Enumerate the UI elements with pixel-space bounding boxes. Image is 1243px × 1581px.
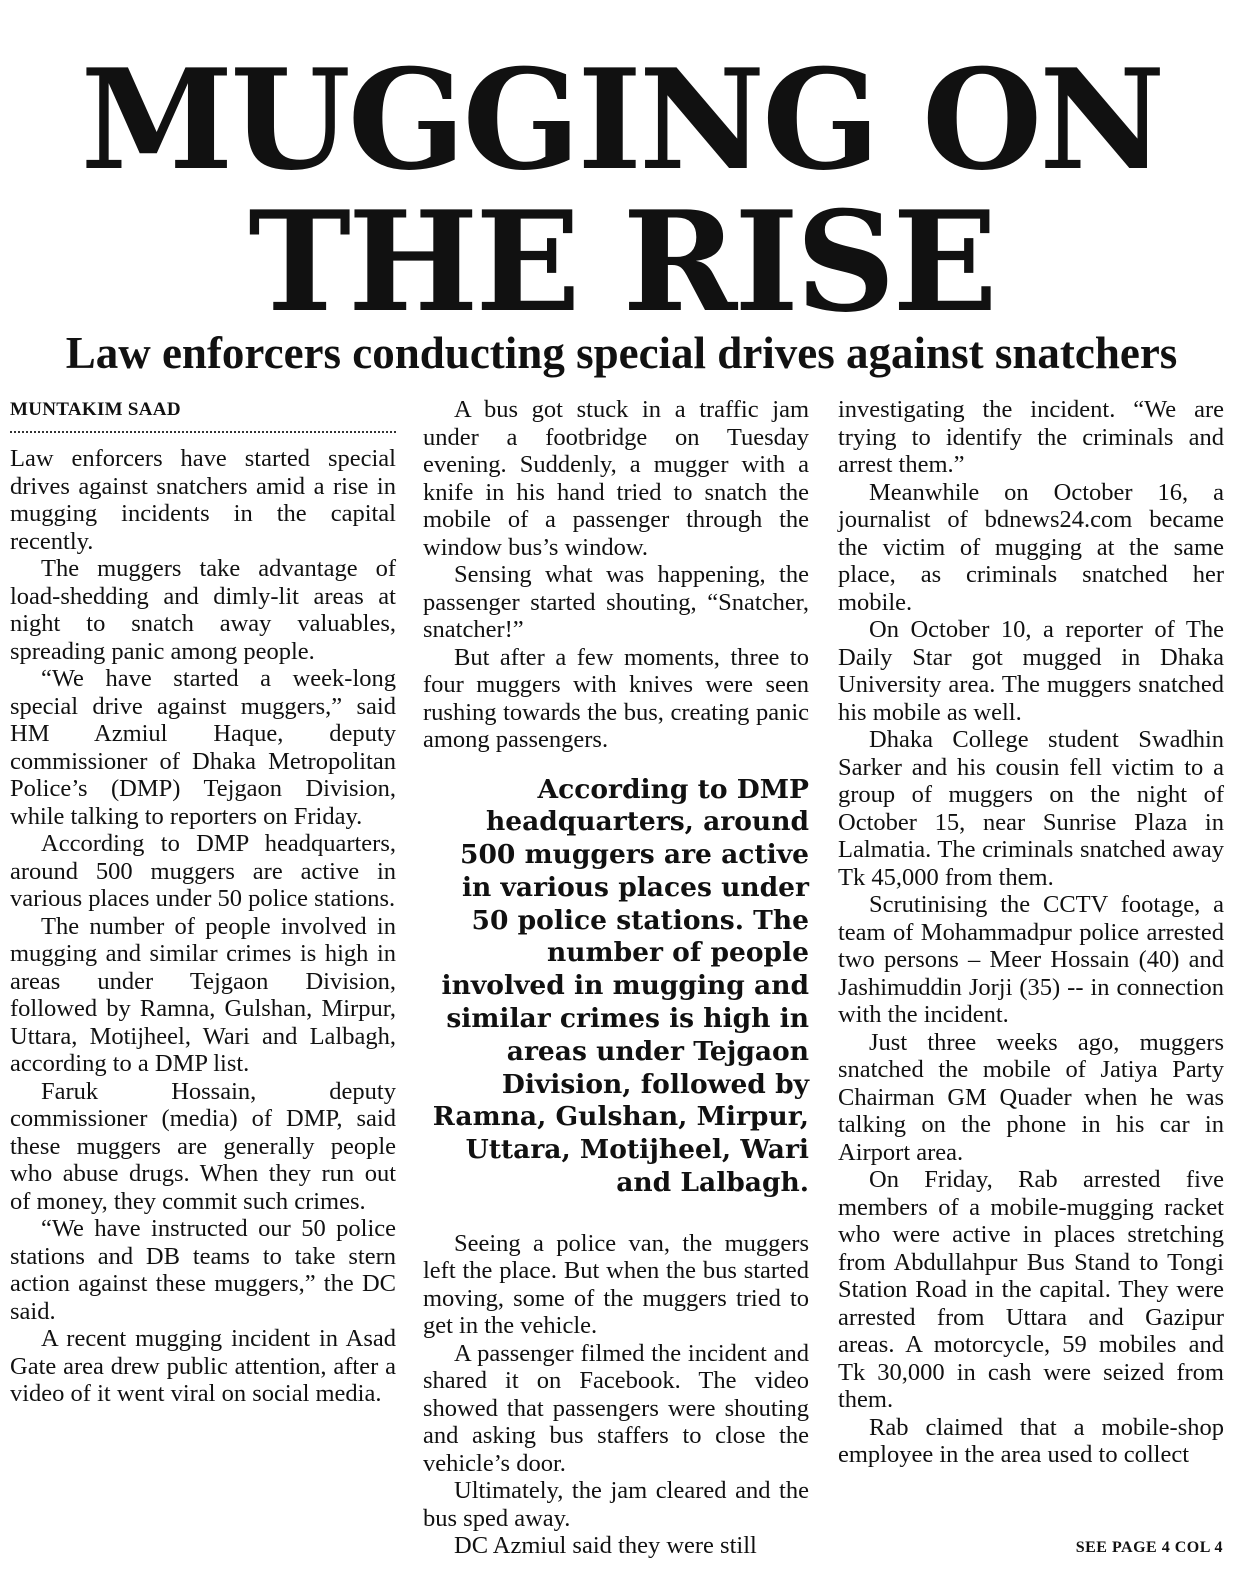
paragraph: investigating the incident. “We are trying to identify the criminals and arrest them.”: [838, 396, 1224, 478]
paragraph: Rab claimed that a mobile-shop employee in the area used to collect: [838, 1413, 1224, 1468]
paragraph: According to DMP headquarters, around 500 muggers are active in various places under 50 police stations.: [10, 830, 396, 912]
paragraph: Law enforcers have started special drives against snatchers amid a rise in mugging incidents in the capital recently.: [10, 445, 396, 555]
paragraph: On October 10, a reporter of The Daily Star got mugged in Dhaka University area. The muggers snatched his mobile as well.: [838, 616, 1224, 726]
byline-divider: [10, 431, 396, 433]
paragraph: Ultimately, the jam cleared and the bus sped away.: [423, 1477, 809, 1532]
article-column-2: [423, 396, 809, 1560]
paragraph: “We have started a week-long special drive against muggers,” said HM Azmiul Haque, deputy commissioner of Dhaka Metropolitan Police’s (DMP) Tejgaon Division, while talking to reporters on Friday.: [10, 665, 396, 830]
continuation-note: SEE PAGE 4 COL 4: [1075, 1539, 1223, 1556]
paragraph: A passenger filmed the incident and shared it on Facebook. The video showed that passengers were shouting and asking bus staffers to close the vehicle’s door.: [423, 1339, 809, 1477]
paragraph: The muggers take advantage of load-shedding and dimly-lit areas at night to snatch away valuables, spreading panic among people.: [10, 555, 396, 665]
paragraph: “We have instructed our 50 police stations and DB teams to take stern action against these muggers,” the DC said.: [10, 1215, 396, 1325]
paragraph: DC Azmiul said they were still: [454, 1532, 757, 1560]
paragraph: Scrutinising the CCTV footage, a team of Mohammadpur police arrested two persons – Meer Hossain (40) and Jashimuddin Jorji (35) -- in connection with the incident.: [838, 891, 1224, 1028]
byline: MUNTAKIM SAAD: [10, 399, 181, 420]
paragraph: Meanwhile on October 16, a journalist of bdnews24.com became the victim of mugging at the same place, as criminals snatched her mobile.: [838, 478, 1224, 616]
paragraph: A recent mugging incident in Asad Gate area drew public attention, after a video of it went viral on social media.: [10, 1325, 396, 1407]
article-column-1: [10, 396, 396, 1408]
article-column-3: [838, 396, 1224, 1469]
paragraph: The number of people involved in mugging and similar crimes is high in areas under Tejgaon Division, followed by Ramna, Gulshan, Mirpur, Uttara, Motijheel, Wari and Lalbagh, according to a DMP list.: [10, 912, 396, 1077]
paragraph: Sensing what was happening, the passenger started shouting, “Snatcher, snatcher!”: [423, 561, 809, 643]
headline-line-2: THE RISE: [248, 180, 995, 343]
paragraph: Seeing a police van, the muggers left the place. But when the bus started moving, some of the muggers tried to get in the vehicle.: [423, 1229, 809, 1340]
paragraph: On Friday, Rab arrested five members of a mobile-mugging racket who were active in places stretching from Abdullahpur Bus Stand to Tongi Station Road in the capital. They were arrested from Uttara and Gazipur areas. A motorcycle, 59 mobiles and Tk 30,000 in cash were seized from them.: [838, 1166, 1224, 1413]
paragraph: Just three weeks ago, muggers snatched the mobile of Jatiya Party Chairman GM Quader when he was talking on the phone in his car in Airport area.: [838, 1028, 1224, 1166]
pull-quote: According to DMP headquarters, around 500 muggers are active in various places under 50 police stations. The number of people involved in mugging and similar crimes is high in areas under Tejgaon Division, followed by Ramna, Gulshan, Mirpur, Uttara, Motijheel, Wari and Lalbagh.: [432, 773, 809, 1199]
paragraph: But after a few moments, three to four muggers with knives were seen rushing towards the bus, creating panic among passengers.: [423, 643, 809, 753]
subheadline: Law enforcers conducting special drives against snatchers: [65, 328, 1178, 378]
headline-line-1: MUGGING ON: [80, 38, 1163, 201]
paragraph: A bus got stuck in a traffic jam under a footbridge on Tuesday evening. Suddenly, a mugger with a knife in his hand tried to snatch the mobile of a passenger through the window bus’s window.: [423, 396, 809, 561]
paragraph: Faruk Hossain, deputy commissioner (media) of DMP, said these muggers are generally people who abuse drugs. When they run out of money, they commit such crimes.: [10, 1077, 396, 1215]
paragraph: Dhaka College student Swadhin Sarker and his cousin fell victim to a group of muggers on the night of October 15, near Sunrise Plaza in Lalmatia. The criminals snatched away Tk 45,000 from them.: [838, 726, 1224, 891]
